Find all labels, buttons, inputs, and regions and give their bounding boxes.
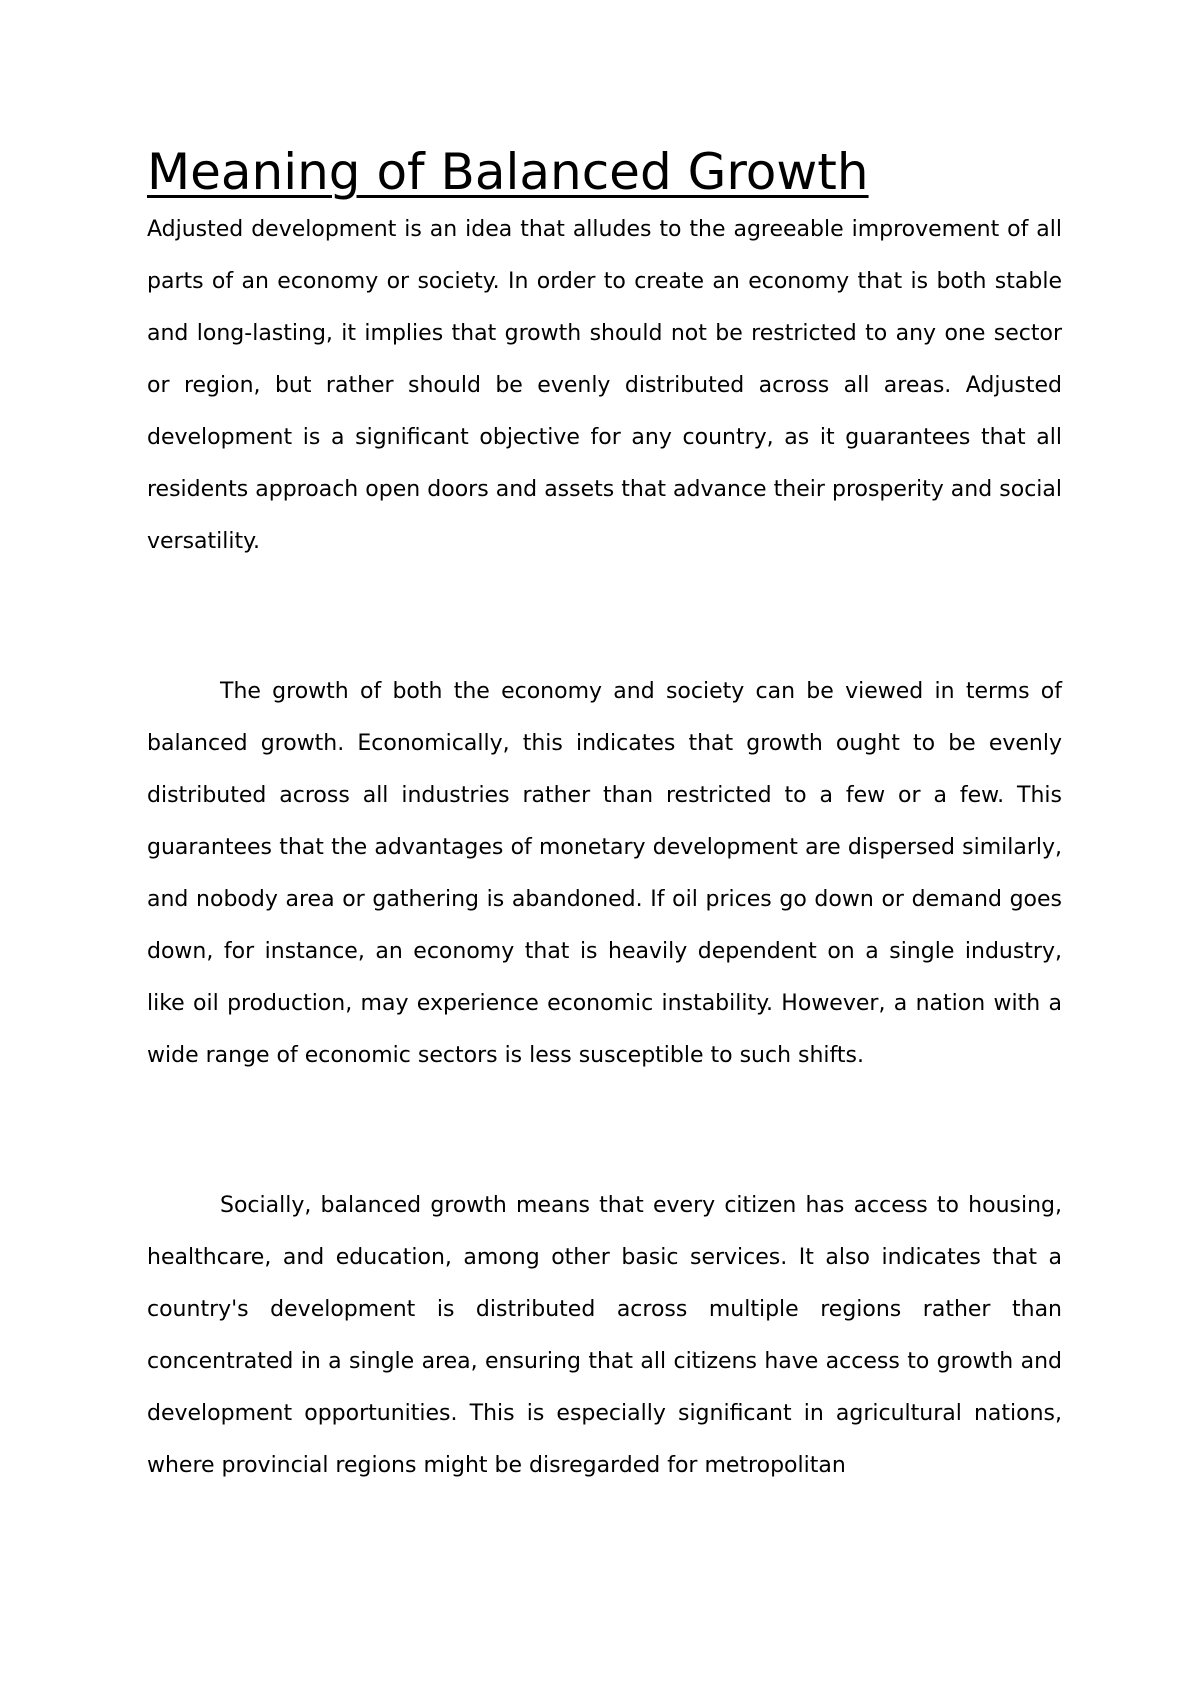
paragraph-3: Socially, balanced growth means that every citizen has access to housing, healthcare, and education, among other basic services. It also indicates that a country's development is distributed across multiple regions rather than concentrated in a single area, ensuring that all citizens have access to growth and development opportunities. This is especially significant in agricultural nations, where provincial regions might be disregarded for metropolitan — [147, 1193, 1062, 1478]
paragraph-1: Adjusted development is an idea that alludes to the agreeable improvement of all parts of an economy or society. In order to create an economy that is both stable and long-lasting, it implies that growth should not be restricted to any one sector or region, but rather should be evenly distributed across all areas. Adjusted development is a significant objective for any country, as it guarantees that all residents approach open doors and assets that advance their prosperity and social versatility. — [147, 217, 1062, 554]
document-title: Meaning of Balanced Growth — [147, 143, 869, 201]
paragraph-spacer — [147, 1082, 1062, 1180]
paragraph-spacer — [147, 568, 1062, 666]
paragraph-2: The growth of both the economy and society can be viewed in terms of balanced growth. Economically, this indicates that growth ought to be evenly distributed across all industries rather than restricted to a few or a few. This guarantees that the advantages of monetary development are dispersed similarly, and nobody area or gathering is abandoned. If oil prices go down or demand goes down, for instance, an economy that is heavily dependent on a single industry, like oil production, may experience economic instability. However, a nation with a wide range of economic sectors is less susceptible to such shifts. — [147, 679, 1062, 1068]
document-body — [147, 140, 1062, 1492]
